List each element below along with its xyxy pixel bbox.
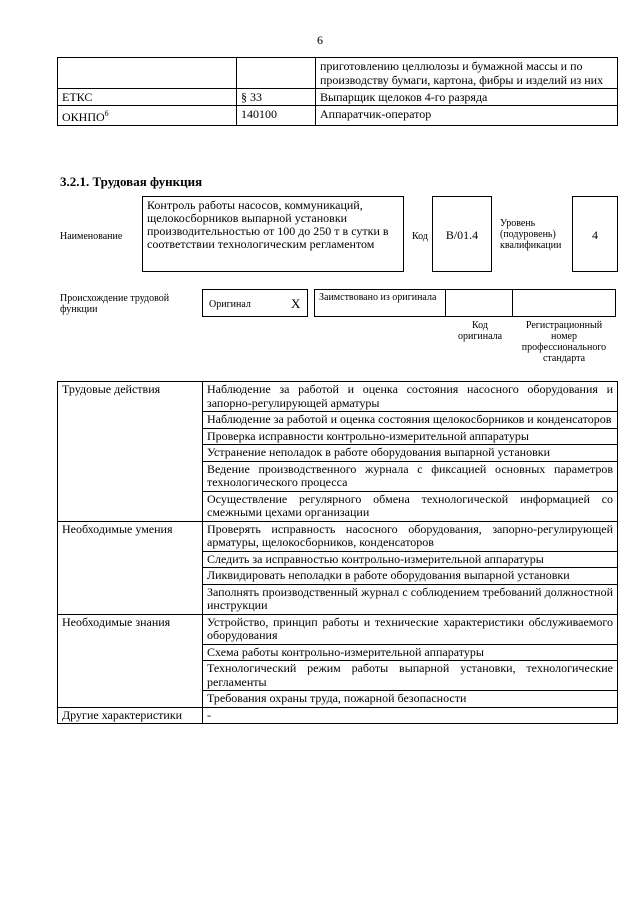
row-label: Другие характеристики xyxy=(58,707,203,724)
footnote-mark: 6 xyxy=(104,109,109,118)
original-label: Оригинал xyxy=(209,299,251,310)
table-row xyxy=(58,58,618,89)
okpdtr-label: ОКНПО xyxy=(62,110,105,124)
table-cell: § 33 xyxy=(237,89,316,106)
table-row xyxy=(58,89,618,106)
code-label: Код xyxy=(412,231,428,242)
table-cell: Наблюдение за работой и оценка состояния насосного оборудования и запорно-регулирующей арматуры xyxy=(203,382,618,412)
table-cell: Следить за исправностью контрольно-измерительной аппаратуры xyxy=(203,551,618,568)
table-cell: Проверка исправности контрольно-измерительной аппаратуры xyxy=(203,428,618,445)
borrowed-cell: Заимствовано из оригинала xyxy=(314,289,446,317)
section-title: 3.2.1. Трудовая функция xyxy=(60,174,203,189)
table-cell xyxy=(237,58,316,89)
table-cell: Схема работы контрольно-измерительной аппаратуры xyxy=(203,644,618,661)
table-cell: Устранение неполадок в работе оборудования выпарной установки xyxy=(203,445,618,462)
table-cell xyxy=(58,58,237,89)
table-cell: Технологический режим работы выпарной установки, технологические регламенты xyxy=(203,661,618,691)
table-row xyxy=(58,106,618,126)
row-label: Необходимые умения xyxy=(58,521,203,614)
table-cell: Ликвидировать неполадки в работе оборудования выпарной установки xyxy=(203,568,618,585)
table-cell: Осуществление регулярного обмена технологической информацией со смежными цехами организации xyxy=(203,491,618,521)
code-original-label: Код оригинала xyxy=(457,320,503,342)
page-number: 6 xyxy=(317,33,323,47)
reg-number-label: Регистрационный номер профессионального стандарта xyxy=(521,320,607,364)
table-cell: Ведение производственного журнала с фиксацией основных параметров технологического процесса xyxy=(203,461,618,491)
table-cell: 140100 xyxy=(237,106,316,126)
origin-label: Происхождение трудовой функции xyxy=(60,293,170,315)
table-cell: Аппаратчик-оператор xyxy=(316,106,618,126)
original-cell xyxy=(202,289,308,317)
level-label: Уровень (подуровень) квалификации xyxy=(500,218,562,251)
original-mark: X xyxy=(291,296,301,311)
function-name: Контроль работы насосов, коммуникаций, щелокосборников выпарной установки производительностью от 100 до 250 т в сутки в соответствии технологическим регламентом xyxy=(142,196,404,272)
function-code: B/01.4 xyxy=(432,196,492,272)
table-cell: Выпарщик щелоков 4-го разряда xyxy=(316,89,618,106)
table-cell: ЕТКС xyxy=(58,89,237,106)
table-cell: Проверять исправность насосного оборудования, запорно-регулирующей арматуры, щелокосборников, конденсаторов xyxy=(203,521,618,551)
table-row xyxy=(58,382,618,412)
name-label: Наименование xyxy=(60,231,123,242)
function-details-table xyxy=(57,381,618,724)
row-label: Необходимые знания xyxy=(58,614,203,707)
table-cell: Заполнять производственный журнал с соблюдением требований должностной инструкции xyxy=(203,584,618,614)
table-cell: Наблюдение за работой и оценка состояния щелокосборников и конденсаторов xyxy=(203,412,618,429)
code-original-cell xyxy=(445,289,513,317)
reg-number-cell xyxy=(512,289,616,317)
table-row xyxy=(58,521,618,551)
table-row xyxy=(58,614,618,644)
classification-table xyxy=(57,57,618,126)
row-label: Трудовые действия xyxy=(58,382,203,522)
qualification-level: 4 xyxy=(572,196,618,272)
table-cell: приготовлению целлюлозы и бумажной массы и по производству бумаги, картона, фибры и изделий из них xyxy=(316,58,618,89)
table-cell: Требования охраны труда, пожарной безопасности xyxy=(203,691,618,708)
table-row xyxy=(58,707,618,724)
table-cell xyxy=(58,106,237,126)
table-cell: Устройство, принцип работы и технические характеристики обслуживаемого оборудования xyxy=(203,614,618,644)
table-cell: - xyxy=(203,707,618,724)
